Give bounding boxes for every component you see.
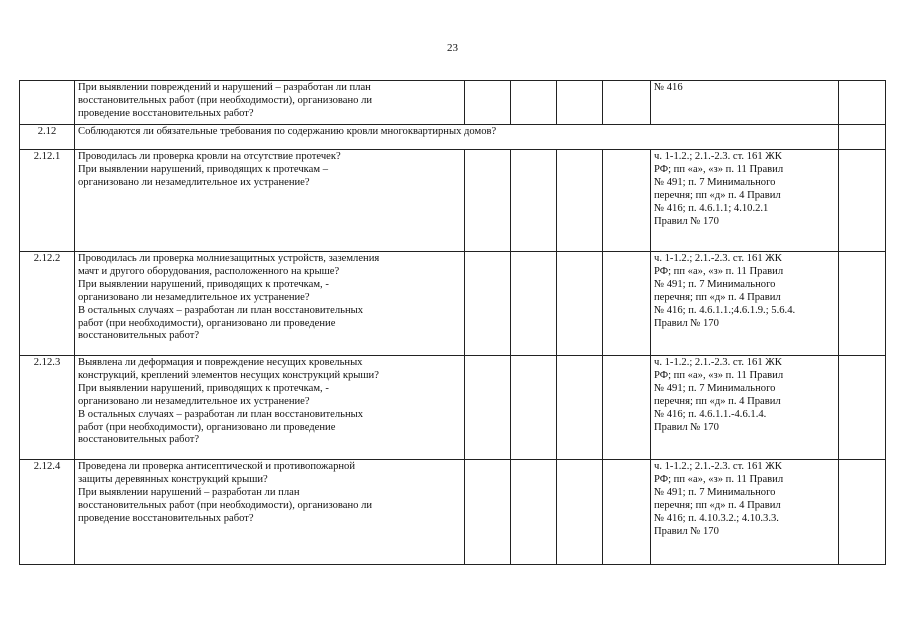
answer-cell-extra[interactable] [603,460,651,565]
question-cell: Выявлена ли деформация и повреждение несущих кровельных конструкций, креплений элементов несущих конструкций крыши? При выявлении нарушений, приводящих к протечкам, - организовано ли незамедлительное их устранение? В остальных случаях – разработан ли план восстановительных работ (при необходимости), организовано ли проведение восстановительных работ? [75,356,465,460]
answer-cell-na[interactable] [557,150,603,252]
notes-cell[interactable] [839,81,886,125]
answer-cell-na[interactable] [557,81,603,125]
answer-cell-na[interactable] [557,460,603,565]
answer-cell-no[interactable] [511,252,557,356]
section-row [20,125,886,150]
inspection-checklist-table [19,80,886,565]
answer-cell-yes[interactable] [465,150,511,252]
answer-cell-no[interactable] [511,150,557,252]
row-number [20,81,75,125]
answer-cell-na[interactable] [557,356,603,460]
answer-cell-extra[interactable] [603,150,651,252]
question-cell: Проводилась ли проверка кровли на отсутствие протечек? При выявлении нарушений, приводящих к протечкам – организовано ли незамедлительное их устранение? [75,150,465,252]
notes-cell[interactable] [839,252,886,356]
answer-cell-yes[interactable] [465,356,511,460]
table-row [20,356,886,460]
row-number: 2.12.2 [20,252,75,356]
reference-cell: ч. 1-1.2.; 2.1.-2.3. ст. 161 ЖК РФ; пп «а», «з» п. 11 Правил № 491; п. 7 Минимального перечня; пп «д» п. 4 Правил № 416; п. 4.6.1.1.-4.6.1.4. Правил № 170 [651,356,839,460]
notes-cell[interactable] [839,460,886,565]
question-cell: Проведена ли проверка антисептической и противопожарной защиты деревянных конструкций крыши? При выявлении нарушений – разработан ли план восстановительных работ (при необходимости), организовано ли проведение восстановительных работ? [75,460,465,565]
page-number: 23 [447,42,458,54]
answer-cell-no[interactable] [511,81,557,125]
reference-cell: ч. 1-1.2.; 2.1.-2.3. ст. 161 ЖК РФ; пп «а», «з» п. 11 Правил № 491; п. 7 Минимального перечня; пп «д» п. 4 Правил № 416; п. 4.6.1.1.;4.6.1.9.; 5.6.4. Правил № 170 [651,252,839,356]
answer-cell-no[interactable] [511,460,557,565]
table-row [20,252,886,356]
row-number: 2.12.1 [20,150,75,252]
reference-cell: ч. 1-1.2.; 2.1.-2.3. ст. 161 ЖК РФ; пп «а», «з» п. 11 Правил № 491; п. 7 Минимального перечня; пп «д» п. 4 Правил № 416; п. 4.6.1.1; 4.10.2.1 Правил № 170 [651,150,839,252]
row-number: 2.12.3 [20,356,75,460]
answer-cell-extra[interactable] [603,356,651,460]
notes-cell[interactable] [839,356,886,460]
answer-cell-yes[interactable] [465,81,511,125]
table-row [20,460,886,565]
section-title: Соблюдаются ли обязательные требования по содержанию кровли многоквартирных домов? [75,125,839,150]
row-number: 2.12.4 [20,460,75,565]
answer-cell-extra[interactable] [603,81,651,125]
answer-cell-yes[interactable] [465,252,511,356]
reference-cell: ч. 1-1.2.; 2.1.-2.3. ст. 161 ЖК РФ; пп «а», «з» п. 11 Правил № 491; п. 7 Минимального перечня; пп «д» п. 4 Правил № 416; п. 4.10.3.2.; 4.10.3.3. Правил № 170 [651,460,839,565]
answer-cell-na[interactable] [557,252,603,356]
table-row [20,81,886,125]
answer-cell-yes[interactable] [465,460,511,565]
notes-cell[interactable] [839,125,886,150]
reference-cell: № 416 [651,81,839,125]
notes-cell[interactable] [839,150,886,252]
section-number: 2.12 [20,125,75,150]
answer-cell-no[interactable] [511,356,557,460]
table-row [20,150,886,252]
question-cell: Проводилась ли проверка молниезащитных устройств, заземления мачт и другого оборудования, расположенного на крыше? При выявлении нарушений, приводящих к протечкам, - организовано ли незамедлительное их устранение? В остальных случаях – разработан ли план восстановительных работ (при необходимости), организовано ли проведение восстановительных работ? [75,252,465,356]
question-cell: При выявлении повреждений и нарушений – разработан ли план восстановительных работ (при необходимости), организовано ли проведение восстановительных работ? [75,81,465,125]
answer-cell-extra[interactable] [603,252,651,356]
